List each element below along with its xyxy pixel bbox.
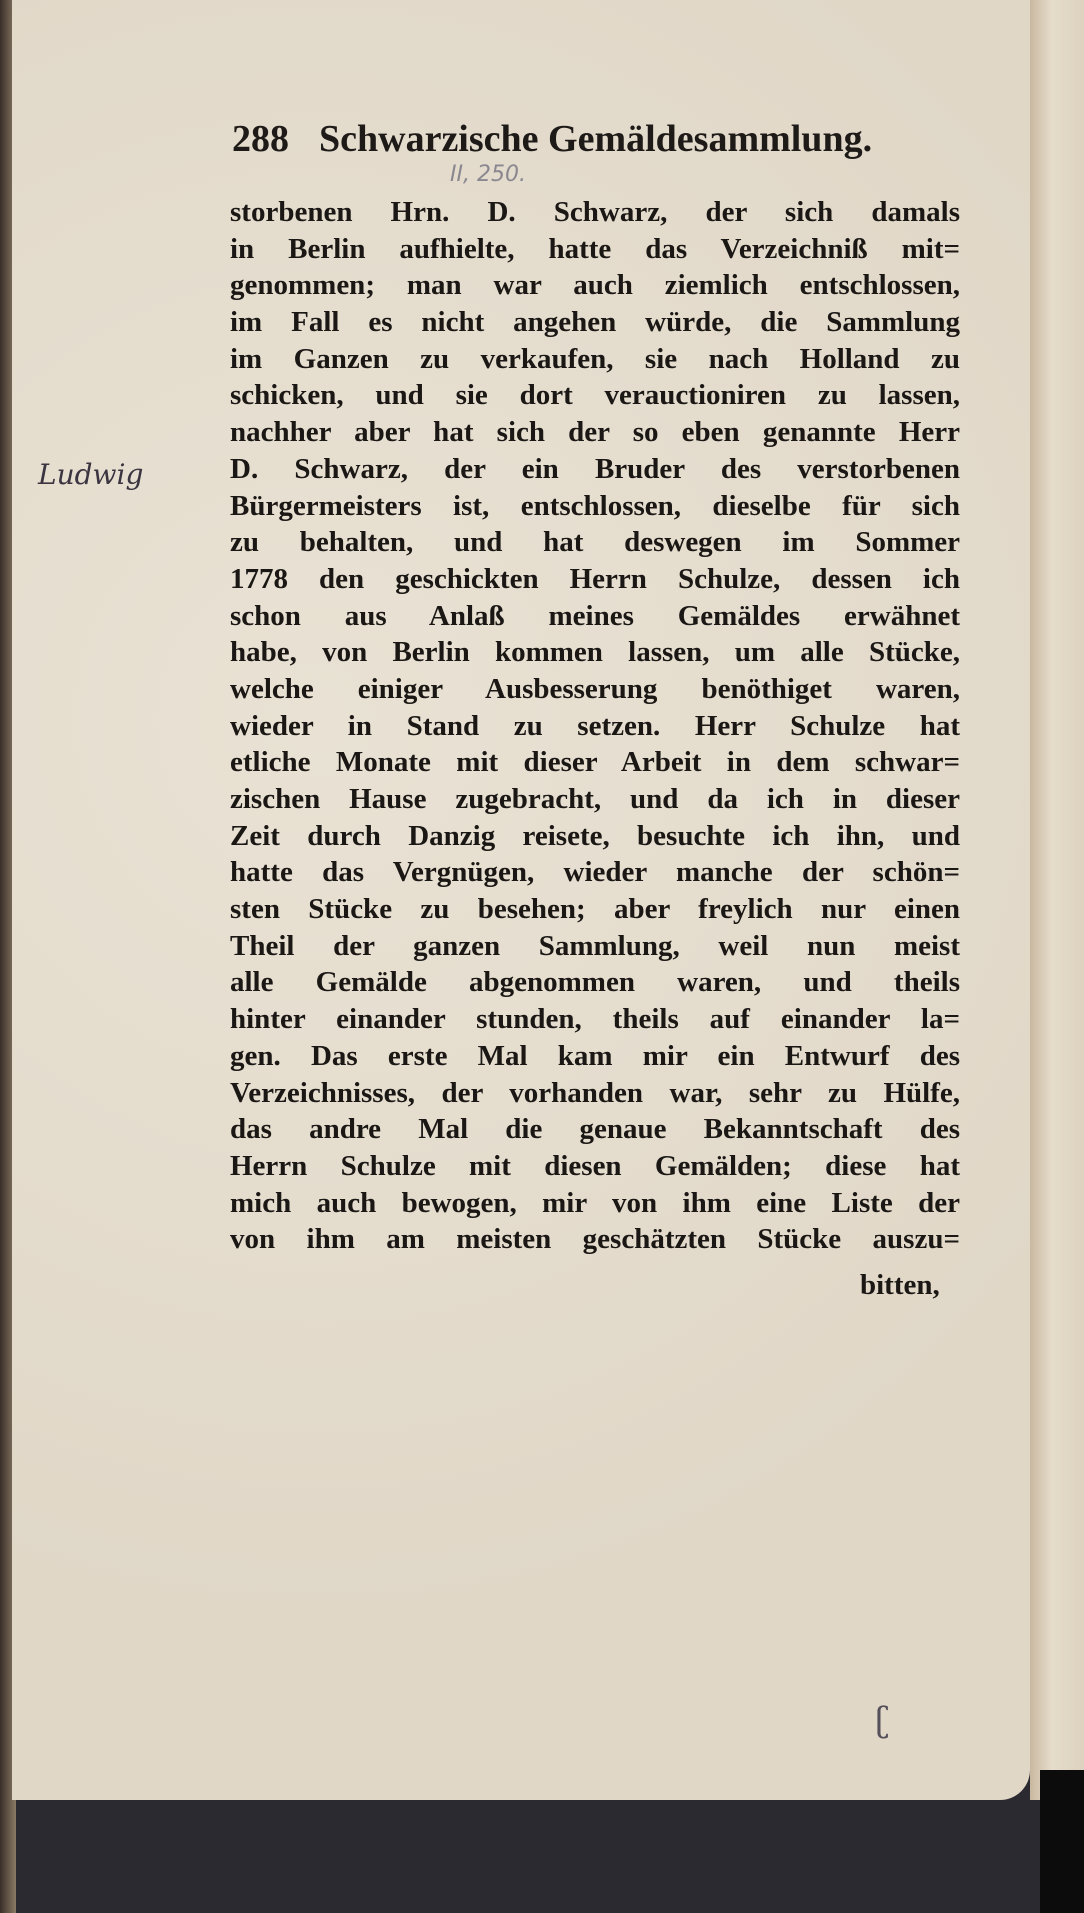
running-title: Schwarzische Gemäldesammlung. [319,118,873,160]
text-line: etliche Monate mit dieser Arbeit in dem schwar= [230,746,960,779]
text-line: im Fall es nicht angehen würde, die Sammlung [230,306,960,339]
page-number: 288 [232,118,289,160]
text-line: 1778 den geschickten Herrn Schulze, dessen ich [230,562,960,595]
text-line: schon aus Anlaß meines Gemäldes erwähnet [230,599,960,632]
handwritten-margin-note: Ludwig [38,458,144,491]
text-line: storbenen Hrn. D. Schwarz, der sich damals [230,196,960,228]
text-line: zischen Hause zugebracht, und da ich in dieser [230,783,960,815]
catchword: bitten, [860,1269,940,1301]
next-page-edge [1030,0,1084,1800]
text-line: hatte das Vergnügen, wieder manche der schön= [230,856,960,889]
text-line: Theil der ganzen Sammlung, weil nun meist [230,929,960,962]
text-line: Herrn Schulze mit diesen Gemälden; diese hat [230,1149,960,1182]
text-line: hinter einander stunden, theils auf einander la= [230,1003,960,1036]
text-line: D. Schwarz, der ein Bruder des verstorbenen [230,452,960,485]
page-header [232,118,932,160]
text-line: gen. Das erste Mal kam mir ein Entwurf des [230,1039,960,1072]
text-line: welche einiger Ausbesserung benöthiget waren, [230,672,960,705]
body-text [230,194,960,1258]
text-line: sten Stücke zu besehen; aber freylich nur einen [230,893,960,926]
handwritten-mark: ʗ [875,1700,890,1740]
text-line: im Ganzen zu verkaufen, sie nach Holland zu [230,342,960,375]
text-line: habe, von Berlin kommen lassen, um alle Stücke, [230,636,960,669]
text-line: genommen; man war auch ziemlich entschlossen, [230,269,960,302]
text-line: wieder in Stand zu setzen. Herr Schulze hat [230,709,960,742]
background-strip [1040,1770,1084,1913]
text-line: von ihm am meisten geschätzten Stücke auszu= [230,1223,960,1256]
text-line: nachher aber hat sich der so eben genannte Herr [230,416,960,449]
text-line: in Berlin aufhielte, hatte das Verzeichniß mit= [230,232,960,265]
text-line: alle Gemälde abgenommen waren, und theils [230,966,960,999]
text-line: Verzeichnisses, der vorhanden war, sehr zu Hülfe, [230,1076,960,1109]
pencil-annotation: II, 250. [450,162,526,187]
text-line: schicken, und sie dort verauctioniren zu lassen, [230,379,960,412]
text-line: zu behalten, und hat deswegen im Sommer [230,526,960,559]
text-line: Zeit durch Danzig reisete, besuchte ich ihn, und [230,819,960,852]
text-line: mich auch bewogen, mir von ihm eine Liste der [230,1186,960,1219]
text-line: das andre Mal die genaue Bekanntschaft des [230,1113,960,1146]
text-line: Bürgermeisters ist, entschlossen, dieselbe für sich [230,489,960,522]
